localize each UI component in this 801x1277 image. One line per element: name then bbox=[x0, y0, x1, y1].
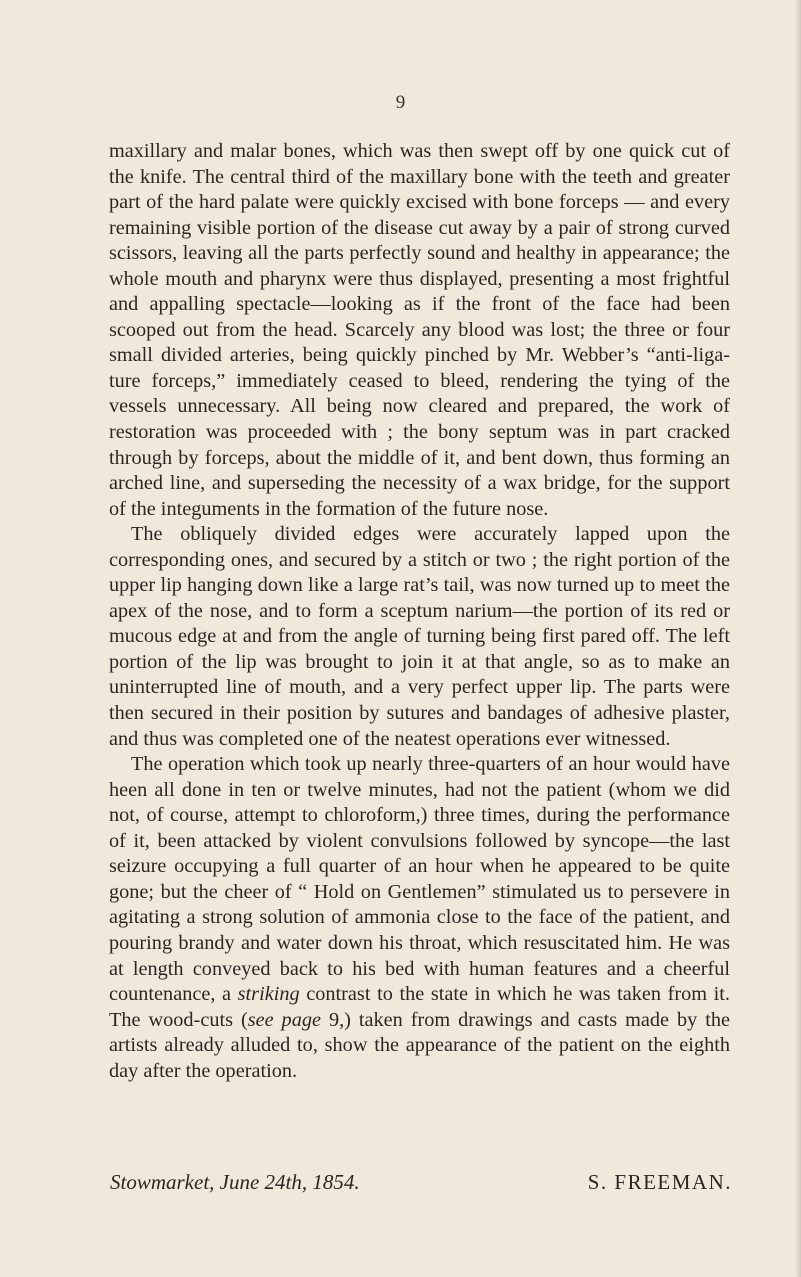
emphasis-striking: striking bbox=[237, 983, 300, 1006]
page-edge-shadow bbox=[795, 0, 801, 1277]
paragraph-1: maxillary and malar bones, which was then swept off by one quick cut of the knife. The central third of the maxillary bone with the teeth and greater part of the hard palate were quickly excised with bone forceps — and every remaining visible portion of the disease cut away by a pair of strong curved scissors, leaving all the parts perfectly sound and healthy in appearance; the whole mouth and pharynx were thus displayed, presenting a most frightful and appalling spectacle—looking as if the front of the face had been scooped out from the head. Scarcely any blood was lost; the three or four small divided arteries, being quickly pinched by Mr. Webber’s “anti-liga-ture forceps,” immediately ceased to bleed, rendering the tying of the vessels unnecessary. All being now cleared and prepared, the work of restoration was proceeded with ; the bony septum was in part cracked through by forceps, about the middle of it, and bent down, thus forming an arched line, and superseding the necessity of a wax bridge, for the support of the integuments in the formation of the future nose. bbox=[109, 140, 730, 520]
signoff-place-date: Stowmarket, June 24th, 1854. bbox=[110, 1170, 360, 1194]
paragraph-3-text-a: The operation which took up nearly three-quarters of an hour would have heen all done in ten or twelve minutes, had not the patient (whom we did not, of course, attempt to chloroform,) three times, during the performance of it, been attacked by violent convulsions followed by syncope—the last seizure occupying a full quarter of an hour when he appeared to be quite gone; but the cheer of “ Hold on Gentlemen” stimulated us to persevere in agitating a strong solution of ammonia close to the face of the patient, and pouring brandy and water down his throat, which resuscitated him. He was at length conveyed back to his bed with human features and a cheerful countenance, a bbox=[109, 753, 730, 1006]
signoff-author: S. FREEMAN. bbox=[587, 1170, 732, 1194]
emphasis-see-page: see page bbox=[247, 1008, 321, 1031]
page-number: 9 bbox=[395, 92, 406, 113]
paragraph-3-text-b: contrast to the state in which he was taken from it. The wood-cuts ( bbox=[109, 983, 731, 1031]
paragraph-3 bbox=[109, 752, 730, 1084]
paragraph-3-text-c: 9,) taken from drawings and casts made by the artists already alluded to, show the appearance of the patient on the eighth day after the operation. bbox=[109, 1008, 731, 1082]
paragraph-2: The obliquely divided edges were accurately lapped upon the corresponding ones, and secured by a stitch or two ; the right portion of the upper lip hanging down like a large rat’s tail, was now turned up to meet the apex of the nose, and to form a sceptum narium—the portion of its red or mucous edge at and from the angle of turning being first pared off. The left portion of the lip was brought to join it at that angle, so as to make an uninterrupted line of mouth, and a very perfect upper lip. The parts were then secured in their position by sutures and bandages of adhesive plaster, and thus was completed one of the neatest operations ever witnessed. bbox=[109, 523, 730, 750]
body-text bbox=[109, 139, 730, 1084]
signoff bbox=[110, 1170, 732, 1195]
